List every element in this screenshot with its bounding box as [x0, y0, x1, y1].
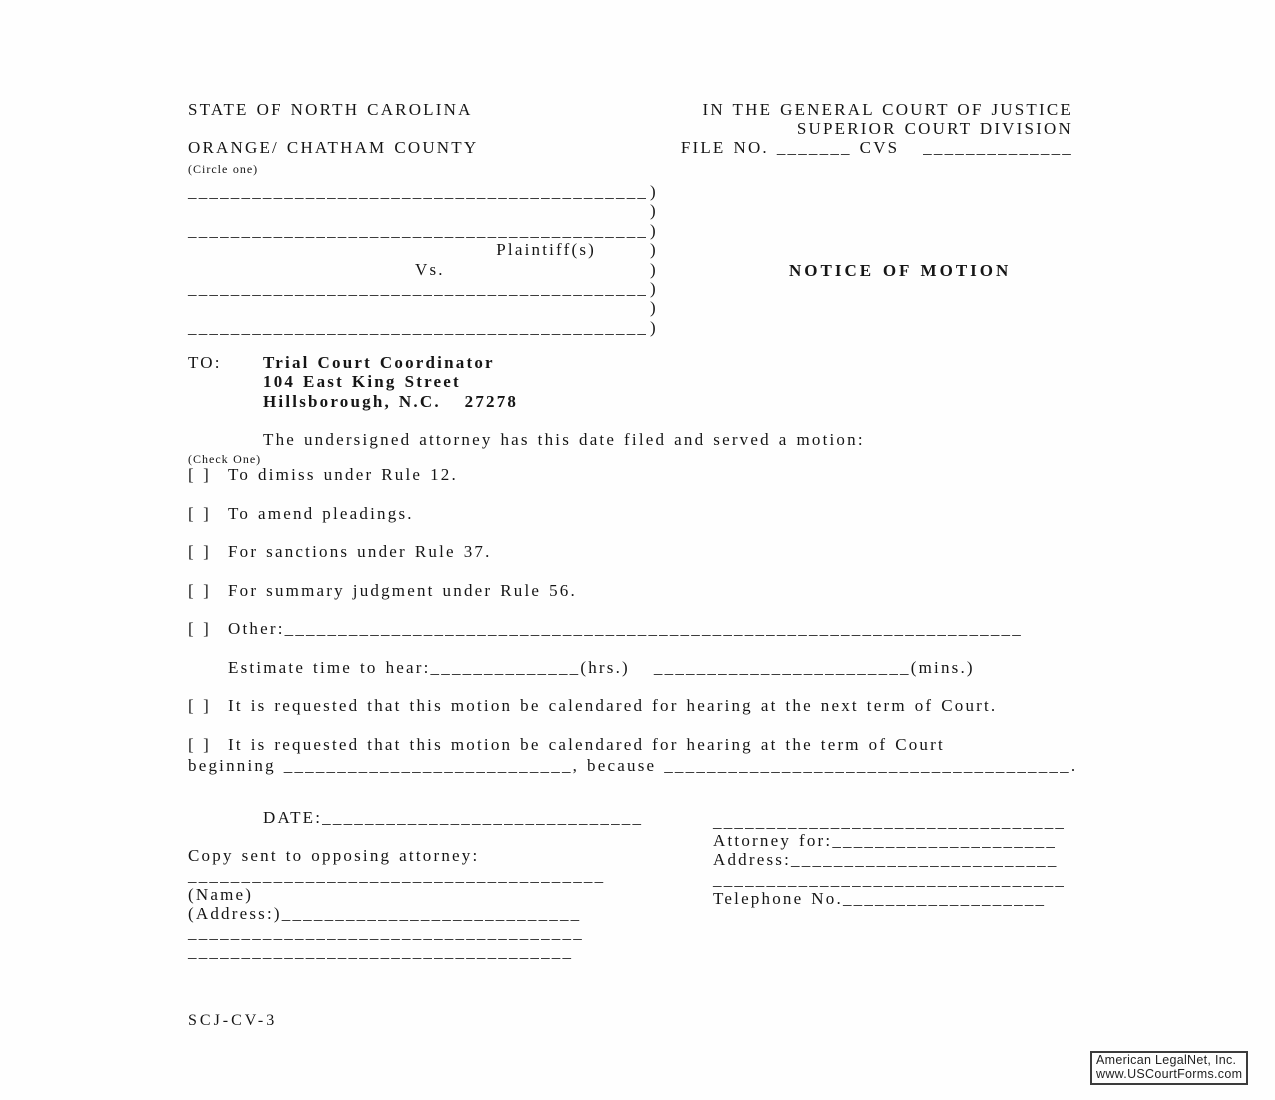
header-left [188, 100, 478, 179]
caption-paren: ) [650, 182, 658, 201]
beginning-date-blank[interactable]: ___________________________ [283, 755, 573, 775]
checkbox-close-bracket: ] [203, 542, 211, 561]
date-row [188, 808, 643, 827]
legalnet-badge [1090, 1051, 1248, 1085]
opposing-attorney-name-blank[interactable]: _______________________________________ [188, 865, 606, 885]
vs-label: Vs. [415, 259, 445, 279]
file-no-line[interactable]: FILE NO. _______ CVS ______________ [680, 138, 1073, 158]
checkbox-item-summary-judgment [188, 580, 1077, 601]
checkbox-row [188, 734, 1077, 755]
intro-block [188, 430, 865, 467]
checkbox-open-bracket: [ [188, 503, 196, 523]
opposing-address-row [188, 904, 643, 923]
period: . [1070, 755, 1078, 775]
checkbox-item-term-beginning [188, 734, 1077, 776]
party-name-blank[interactable]: ___________________________________________ [188, 182, 649, 201]
address-label: Address: [713, 850, 792, 870]
checkbox-open-bracket: [ [188, 619, 196, 638]
motion-checklist [188, 464, 1077, 793]
checkbox-label: For sanctions under Rule 37. [228, 542, 492, 561]
caption-paren: ) [650, 278, 658, 298]
checkbox[interactable] [188, 695, 211, 716]
party-name-blank[interactable]: ___________________________________________ [188, 317, 649, 337]
caption-row [188, 260, 658, 279]
form-number: SCJ-CV-3 [188, 1012, 278, 1029]
checkbox-open-bracket: [ [188, 542, 196, 561]
header-spacer [188, 119, 478, 138]
attorney-for-blank[interactable]: _____________________ [832, 831, 1058, 851]
copy-sent-label: Copy sent to opposing attorney: [188, 846, 480, 866]
checkbox-open-bracket: [ [188, 580, 196, 600]
date-blank[interactable]: ______________________________ [322, 808, 644, 827]
checkbox-label: Other: [228, 619, 285, 638]
because-label: , because [572, 755, 665, 775]
checkbox-close-bracket: ] [203, 503, 211, 523]
attorney-signature-blank[interactable]: _________________________________ [713, 812, 1067, 831]
checkbox-item-rule12 [188, 464, 1077, 485]
check-one-note: (Check One) [188, 452, 262, 466]
telephone-label: Telephone No. [713, 888, 843, 908]
beginning-line [188, 755, 1077, 776]
header-county: ORANGE/ CHATHAM COUNTY [188, 138, 479, 158]
caption-row [188, 318, 658, 337]
opposing-address-blank-2[interactable]: _____________________________________ [188, 923, 584, 943]
plaintiff-label: Plaintiff(s) [496, 240, 596, 260]
circle-one-note: (Circle one) [188, 161, 259, 176]
caption-block [188, 182, 658, 337]
checkbox[interactable] [188, 734, 211, 755]
telephone-row [713, 889, 1066, 908]
header-division: SUPERIOR COURT DIVISION [796, 119, 1073, 139]
estimate-minutes-blank[interactable]: ________________________ [653, 657, 911, 677]
recipient-city-zip: Hillsborough, N.C. 27278 [263, 391, 519, 411]
checkbox-close-bracket: ] [203, 696, 211, 715]
checkbox-label: It is requested that this motion be calendared for hearing at the next term of Court. [228, 696, 998, 715]
checkbox-open-bracket: [ [188, 734, 196, 754]
checkbox[interactable] [188, 580, 211, 601]
attorney-for-label: Attorney for: [713, 831, 833, 851]
caption-row [188, 298, 658, 317]
checkbox[interactable] [188, 464, 211, 485]
badge-url-line: www.USCourtForms.com [1096, 1066, 1243, 1081]
intro-sentence: The undersigned attorney has this date filed and served a motion: [263, 430, 865, 449]
caption-row [188, 182, 658, 201]
caption-paren: ) [650, 240, 658, 260]
name-caption: (Name) [188, 884, 254, 904]
estimate-row [188, 657, 1077, 678]
address-caption: (Address:) [188, 904, 282, 923]
caption-paren: ) [650, 317, 658, 337]
to-label: TO: [188, 353, 222, 372]
signature-right-column [713, 812, 1066, 908]
caption-paren: ) [650, 259, 658, 279]
recipient-street: 104 East King Street [263, 372, 461, 392]
checkbox-label: For summary judgment under Rule 56. [228, 580, 577, 600]
caption-row [188, 201, 658, 220]
because-blank[interactable]: ______________________________________ [664, 755, 1071, 775]
checkbox-close-bracket: ] [203, 619, 211, 638]
telephone-blank[interactable]: ___________________ [842, 888, 1047, 908]
checkbox-close-bracket: ] [203, 580, 211, 600]
checkbox-item-amend [188, 503, 1077, 524]
header-right [681, 100, 1073, 158]
checkbox-item-sanctions [188, 541, 1077, 562]
recipient-name: Trial Court Coordinator [263, 353, 495, 372]
to-block [188, 353, 518, 411]
checkbox-item-next-term [188, 695, 1077, 716]
caption-paren: ) [650, 298, 658, 318]
party-name-blank[interactable]: ___________________________________________ [188, 278, 649, 298]
attorney-for-row [713, 831, 1066, 850]
checkbox[interactable] [188, 618, 211, 639]
opposing-address-blank-3[interactable]: ____________________________________ [188, 942, 574, 962]
minutes-unit-label: (mins.) [910, 657, 975, 677]
header-state: STATE OF NORTH CAROLINA [188, 100, 473, 119]
spacer-row [188, 827, 643, 846]
beginning-label: beginning [188, 755, 284, 775]
checkbox-label: It is requested that this motion be calendared for hearing at the term of Court [228, 734, 945, 754]
hours-unit-label: (hrs.) [580, 657, 630, 677]
document-title: NOTICE OF MOTION [789, 261, 1012, 280]
caption-row [188, 240, 658, 259]
estimate-label: Estimate time to hear: [228, 657, 431, 677]
badge-company-line: American LegalNet, Inc. [1096, 1053, 1237, 1067]
checkbox-label: To dimiss under Rule 12. [228, 465, 458, 484]
checkbox[interactable] [188, 503, 211, 524]
checkbox-item-other [188, 618, 1077, 639]
attorney-address-row [713, 850, 1066, 869]
estimate-hours-blank[interactable]: ______________ [430, 657, 581, 677]
opposing-address-blank[interactable]: ____________________________ [281, 904, 582, 923]
caption-paren: ) [650, 220, 658, 240]
other-blank[interactable]: _____________________________________________________________________ [284, 619, 1023, 638]
signature-left-column [188, 808, 643, 962]
date-label: DATE: [263, 808, 323, 827]
checkbox[interactable] [188, 541, 211, 562]
header-court: IN THE GENERAL COURT OF JUSTICE [702, 100, 1073, 119]
caption-row [188, 279, 658, 298]
caption-row [188, 221, 658, 240]
attorney-address-blank[interactable]: _________________________ [791, 850, 1059, 870]
checkbox-open-bracket: [ [188, 465, 196, 484]
party-name-blank[interactable]: ___________________________________________ [188, 220, 649, 240]
attorney-address-blank-2[interactable]: _________________________________ [713, 869, 1067, 889]
recipient-address [263, 353, 518, 411]
checkbox-label: To amend pleadings. [228, 503, 414, 523]
checkbox-close-bracket: ] [203, 465, 211, 484]
checkbox-close-bracket: ] [203, 734, 211, 754]
caption-paren: ) [650, 201, 658, 221]
checkbox-open-bracket: [ [188, 696, 196, 715]
